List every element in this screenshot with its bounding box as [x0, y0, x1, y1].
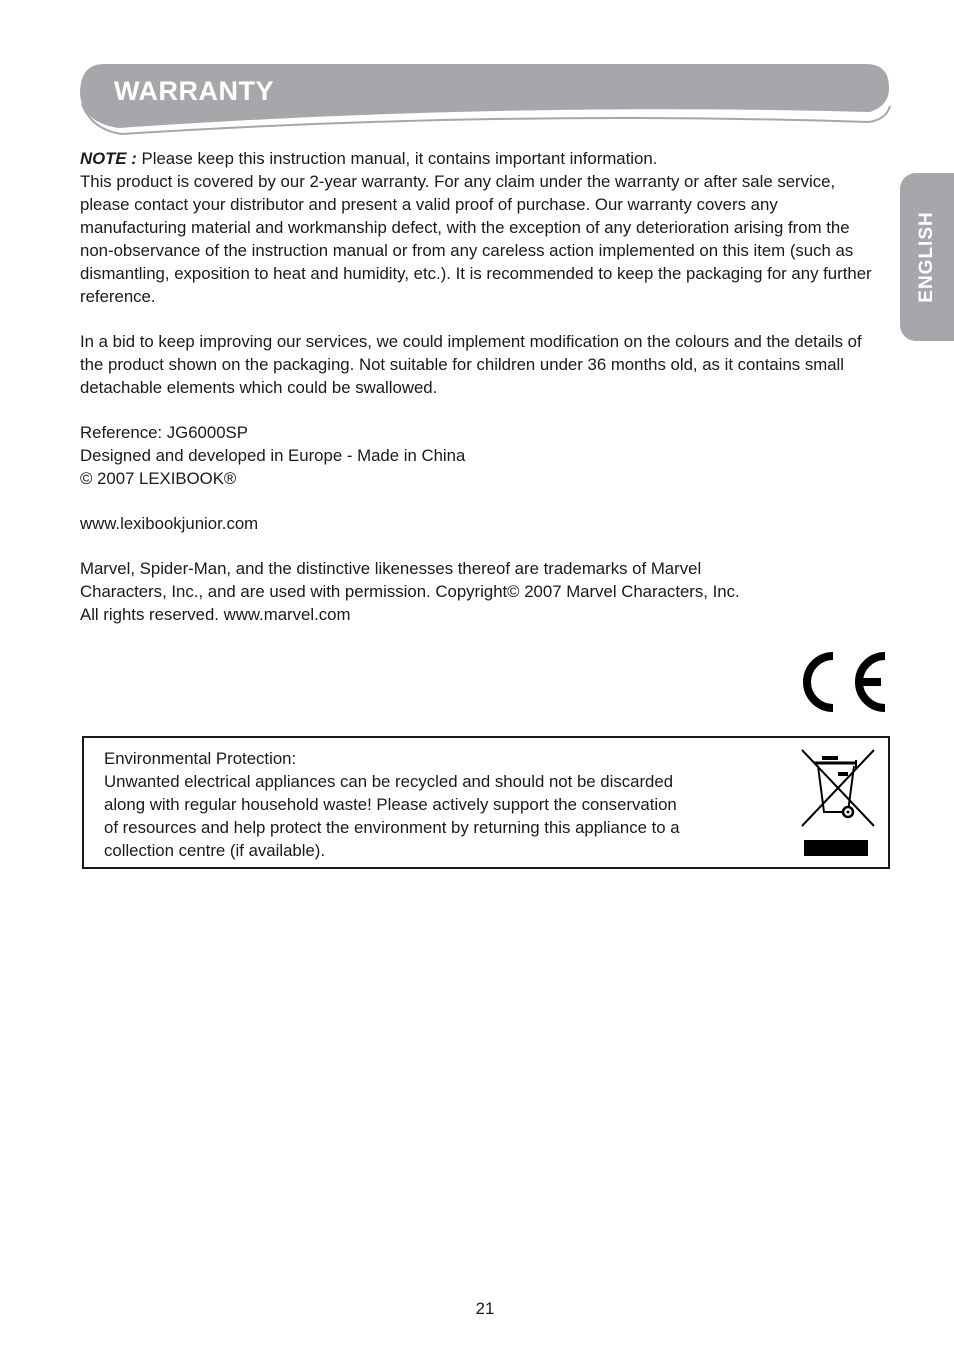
environmental-line-1: Unwanted electrical appliances can be recycled and should not be discarded	[104, 772, 674, 791]
note-text: Please keep this instruction manual, it contains important information.	[136, 149, 658, 168]
trademark-line-1: Marvel, Spider-Man, and the distinctive likenesses thereof are trademarks of Marvel	[80, 559, 702, 578]
crossed-out-wheelie-bin-icon	[798, 746, 878, 860]
page-number: 21	[475, 1299, 495, 1318]
warranty-paragraph: This product is covered by our 2-year warranty. For any claim under the warranty or after sale service, please contact your distributor and present a valid proof of purchase. Our warranty covers any manufacturing material and workmanship defect, with the exception of any deterioration arising from the non-observance of the instruction manual or from any careless action implemented on this item (such as dismantling, exposition to heat and humidity, etc.). It is recommended to keep the packaging for any further reference.	[80, 172, 872, 306]
improvement-paragraph: In a bid to keep improving our services, we could implement modification on the colours and the details of the product shown on the packaging. Not suitable for children under 36 months old, as it contains small detachable elements which could be swallowed.	[80, 332, 862, 397]
environmental-line-2: along with regular household waste! Please actively support the conservation	[104, 795, 677, 814]
origin-line: Designed and developed in Europe - Made in China	[80, 446, 466, 465]
environmental-line-4: collection centre (if available).	[104, 841, 326, 860]
language-tab	[900, 173, 954, 341]
environmental-heading: Environmental Protection:	[104, 749, 297, 768]
note-label: NOTE :	[80, 149, 137, 168]
language-tab-label: ENGLISH	[916, 211, 937, 303]
environmental-line-3: of resources and help protect the environment by returning this appliance to a	[104, 818, 680, 837]
ce-mark-icon	[793, 648, 889, 716]
copyright-line: © 2007 LEXIBOOK®	[80, 469, 237, 488]
warranty-section	[80, 147, 880, 308]
trademark-line-2: Characters, Inc., and are used with permission. Copyright© 2007 Marvel Characters, Inc.	[80, 582, 740, 601]
environmental-text	[104, 747, 764, 862]
product-info	[80, 421, 880, 490]
trademark-line-3: All rights reserved. www.marvel.com	[80, 605, 351, 624]
note-line	[80, 147, 880, 170]
website-line: www.lexibookjunior.com	[80, 514, 259, 533]
page-title: WARRANTY	[114, 76, 274, 106]
trademark-paragraph	[80, 557, 880, 626]
reference-line: Reference: JG6000SP	[80, 423, 248, 442]
environmental-protection-box	[82, 736, 890, 869]
header-banner	[78, 62, 892, 140]
body-text	[80, 147, 880, 648]
